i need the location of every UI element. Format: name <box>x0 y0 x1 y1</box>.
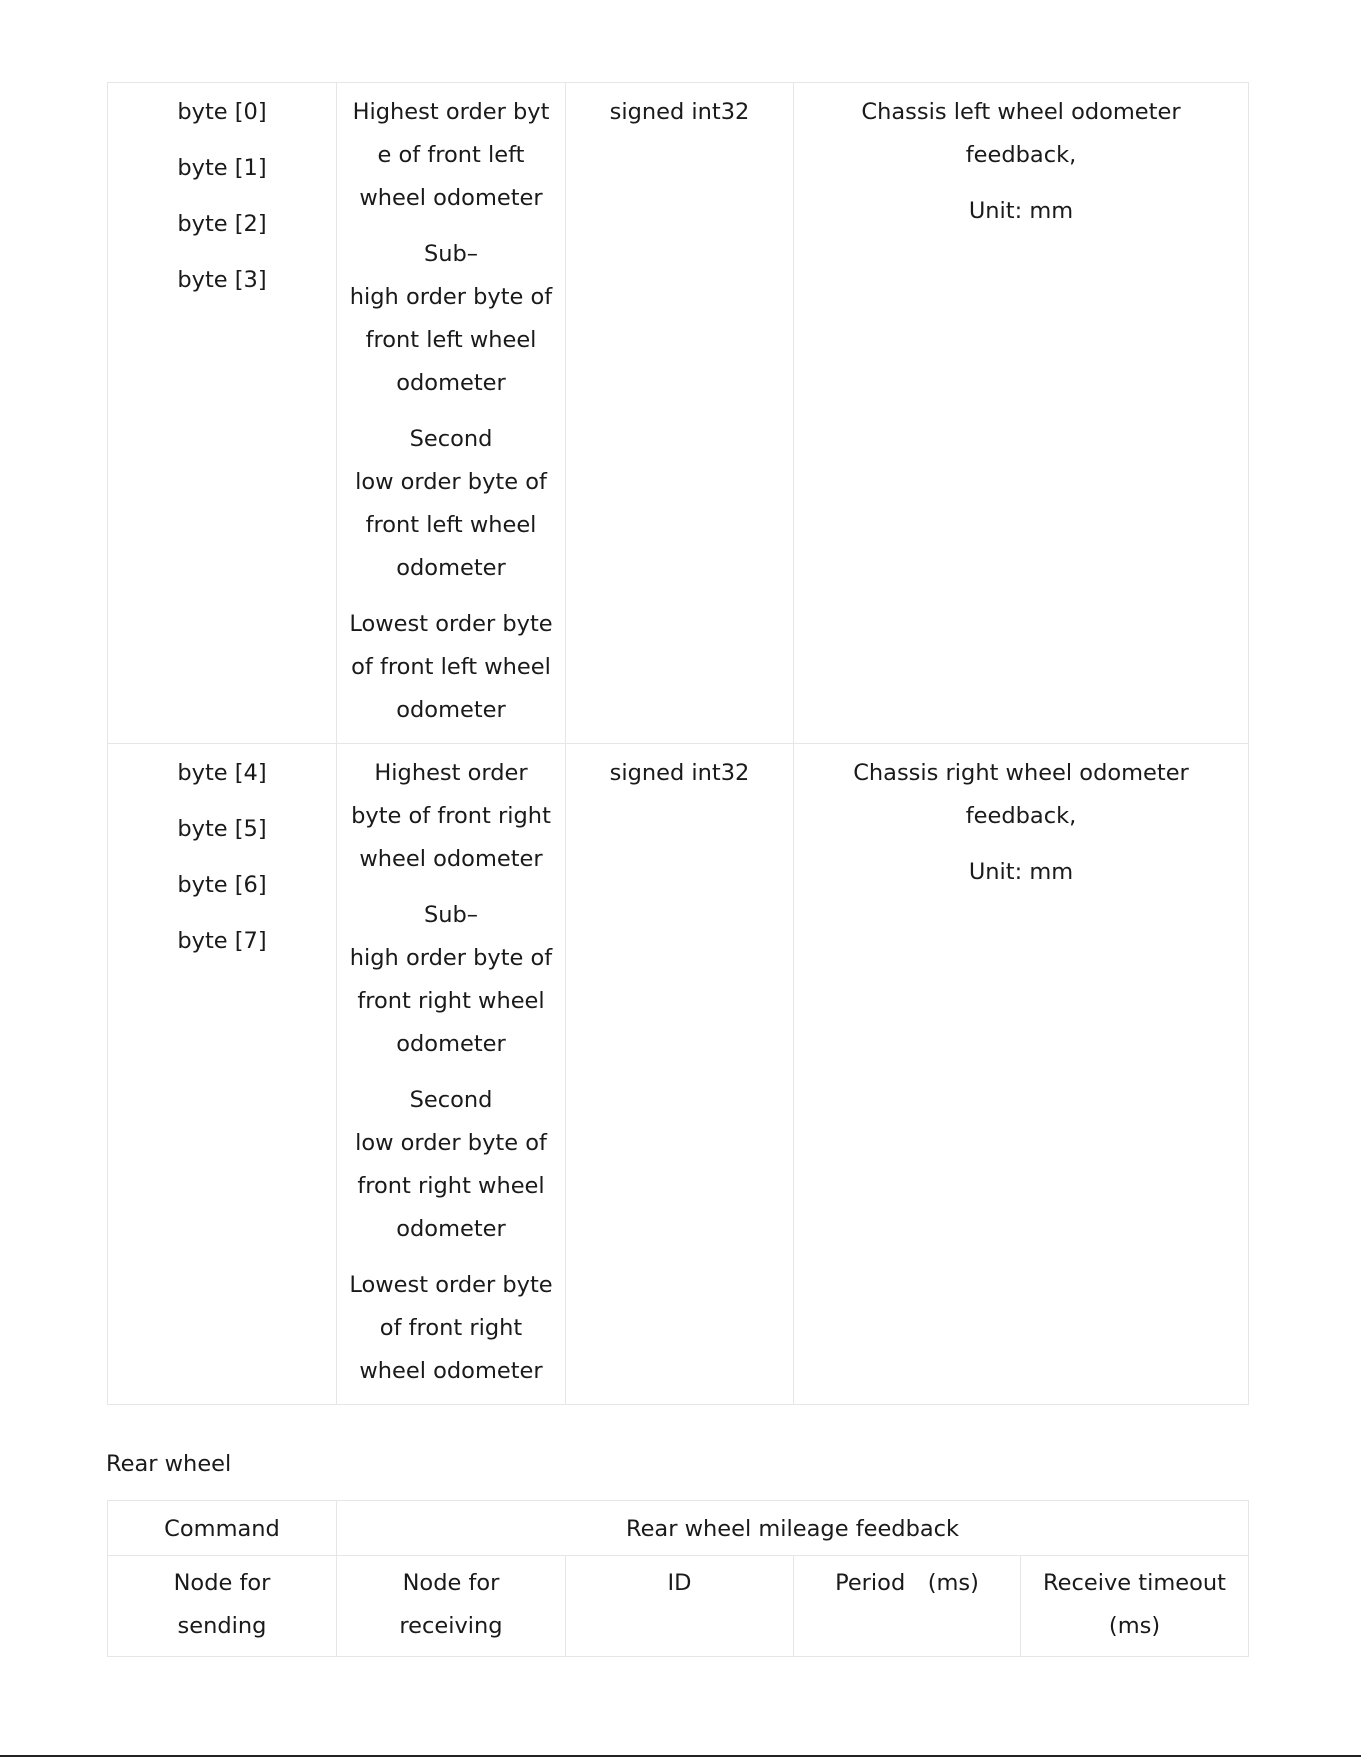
text-line: low order byte of <box>355 469 547 495</box>
column-header-cell <box>108 1556 337 1657</box>
page-bottom-rule <box>0 1755 1361 1757</box>
text-line: Sub– <box>423 902 479 928</box>
column-header-cell <box>566 1556 794 1657</box>
command-value: Rear wheel mileage feedback <box>625 1516 960 1542</box>
byte-label: byte [7] <box>177 928 267 954</box>
byte-label: byte [0] <box>177 99 267 125</box>
text-line: odometer <box>396 1031 506 1057</box>
text-line: Chassis right wheel odometer <box>853 760 1189 786</box>
text-line: front left wheel <box>365 512 537 538</box>
section-heading: Rear wheel <box>106 1451 232 1477</box>
text-line: Node for <box>402 1570 500 1596</box>
text-line: Second <box>409 426 493 452</box>
text-line: Highest order byt <box>352 99 550 125</box>
byte-cell <box>108 744 337 1405</box>
odometer-table <box>107 82 1249 1405</box>
text-line: Unit: mm <box>968 198 1074 224</box>
text-line: Unit: mm <box>968 859 1074 885</box>
text-line: front right wheel <box>357 1173 545 1199</box>
text-line: front right wheel <box>357 988 545 1014</box>
byte-label: byte [2] <box>177 211 267 237</box>
remark-paragraph <box>804 91 1238 177</box>
text-line: odometer <box>396 555 506 581</box>
byte-label: byte [1] <box>177 155 267 181</box>
command-label: Command <box>164 1516 280 1542</box>
text-line: Lowest order byte <box>349 1272 553 1298</box>
description-paragraph <box>347 1264 555 1393</box>
text-line: wheel odometer <box>359 185 543 211</box>
text-line: odometer <box>396 370 506 396</box>
text-line: odometer <box>396 697 506 723</box>
description-paragraph <box>347 91 555 220</box>
text-line: wheel odometer <box>359 1358 543 1384</box>
text-line: of front right <box>379 1315 523 1341</box>
table-row <box>108 1501 1249 1556</box>
text-line: Receive timeout <box>1043 1570 1226 1596</box>
byte-label: byte [6] <box>177 872 267 898</box>
type-cell <box>566 744 794 1405</box>
table-row <box>108 83 1249 744</box>
remark-paragraph <box>804 851 1238 894</box>
text-line: Sub– <box>423 241 479 267</box>
description-paragraph <box>347 603 555 732</box>
text-line: byte of front right <box>351 803 551 829</box>
column-header-cell <box>337 1556 566 1657</box>
command-table <box>107 1500 1249 1657</box>
description-paragraph <box>347 752 555 881</box>
text-line: Node for <box>173 1570 271 1596</box>
remark-cell <box>794 83 1249 744</box>
description-cell <box>337 744 566 1405</box>
text-line: front left wheel <box>365 327 537 353</box>
description-cell <box>337 83 566 744</box>
text-line: wheel odometer <box>359 846 543 872</box>
text-line: ID <box>667 1570 692 1596</box>
text-line: high order byte of <box>349 284 553 310</box>
data-type: signed int32 <box>609 99 750 125</box>
description-paragraph <box>347 233 555 405</box>
remark-paragraph <box>804 752 1238 838</box>
byte-label: byte [4] <box>177 760 267 786</box>
byte-label: byte [5] <box>177 816 267 842</box>
remark-cell <box>794 744 1249 1405</box>
table-row <box>108 744 1249 1405</box>
description-paragraph <box>347 418 555 590</box>
description-paragraph <box>347 894 555 1066</box>
text-line: low order byte of <box>355 1130 547 1156</box>
text-line: Chassis left wheel odometer feedback, <box>861 99 1181 168</box>
text-line: feedback, <box>965 803 1077 829</box>
text-line: receiving <box>399 1613 503 1639</box>
text-line: Second <box>409 1087 493 1113</box>
column-header-cell <box>1021 1556 1249 1657</box>
text-line: Highest order <box>374 760 528 786</box>
text-line: Lowest order byte <box>349 611 553 637</box>
byte-label: byte [3] <box>177 267 267 293</box>
type-cell <box>566 83 794 744</box>
byte-cell <box>108 83 337 744</box>
data-type: signed int32 <box>609 760 750 786</box>
description-paragraph <box>347 1079 555 1251</box>
remark-paragraph <box>804 190 1238 233</box>
text-line: of front left wheel <box>351 654 551 680</box>
column-header-cell <box>794 1556 1021 1657</box>
text-line: Period (ms) <box>835 1570 979 1596</box>
command-label-cell <box>108 1501 337 1556</box>
text-line: high order byte of <box>349 945 553 971</box>
text-line: odometer <box>396 1216 506 1242</box>
text-line: sending <box>177 1613 267 1639</box>
text-line: e of front left <box>377 142 525 168</box>
table-row <box>108 1556 1249 1657</box>
text-line: (ms) <box>1108 1613 1161 1639</box>
command-value-cell <box>337 1501 1249 1556</box>
